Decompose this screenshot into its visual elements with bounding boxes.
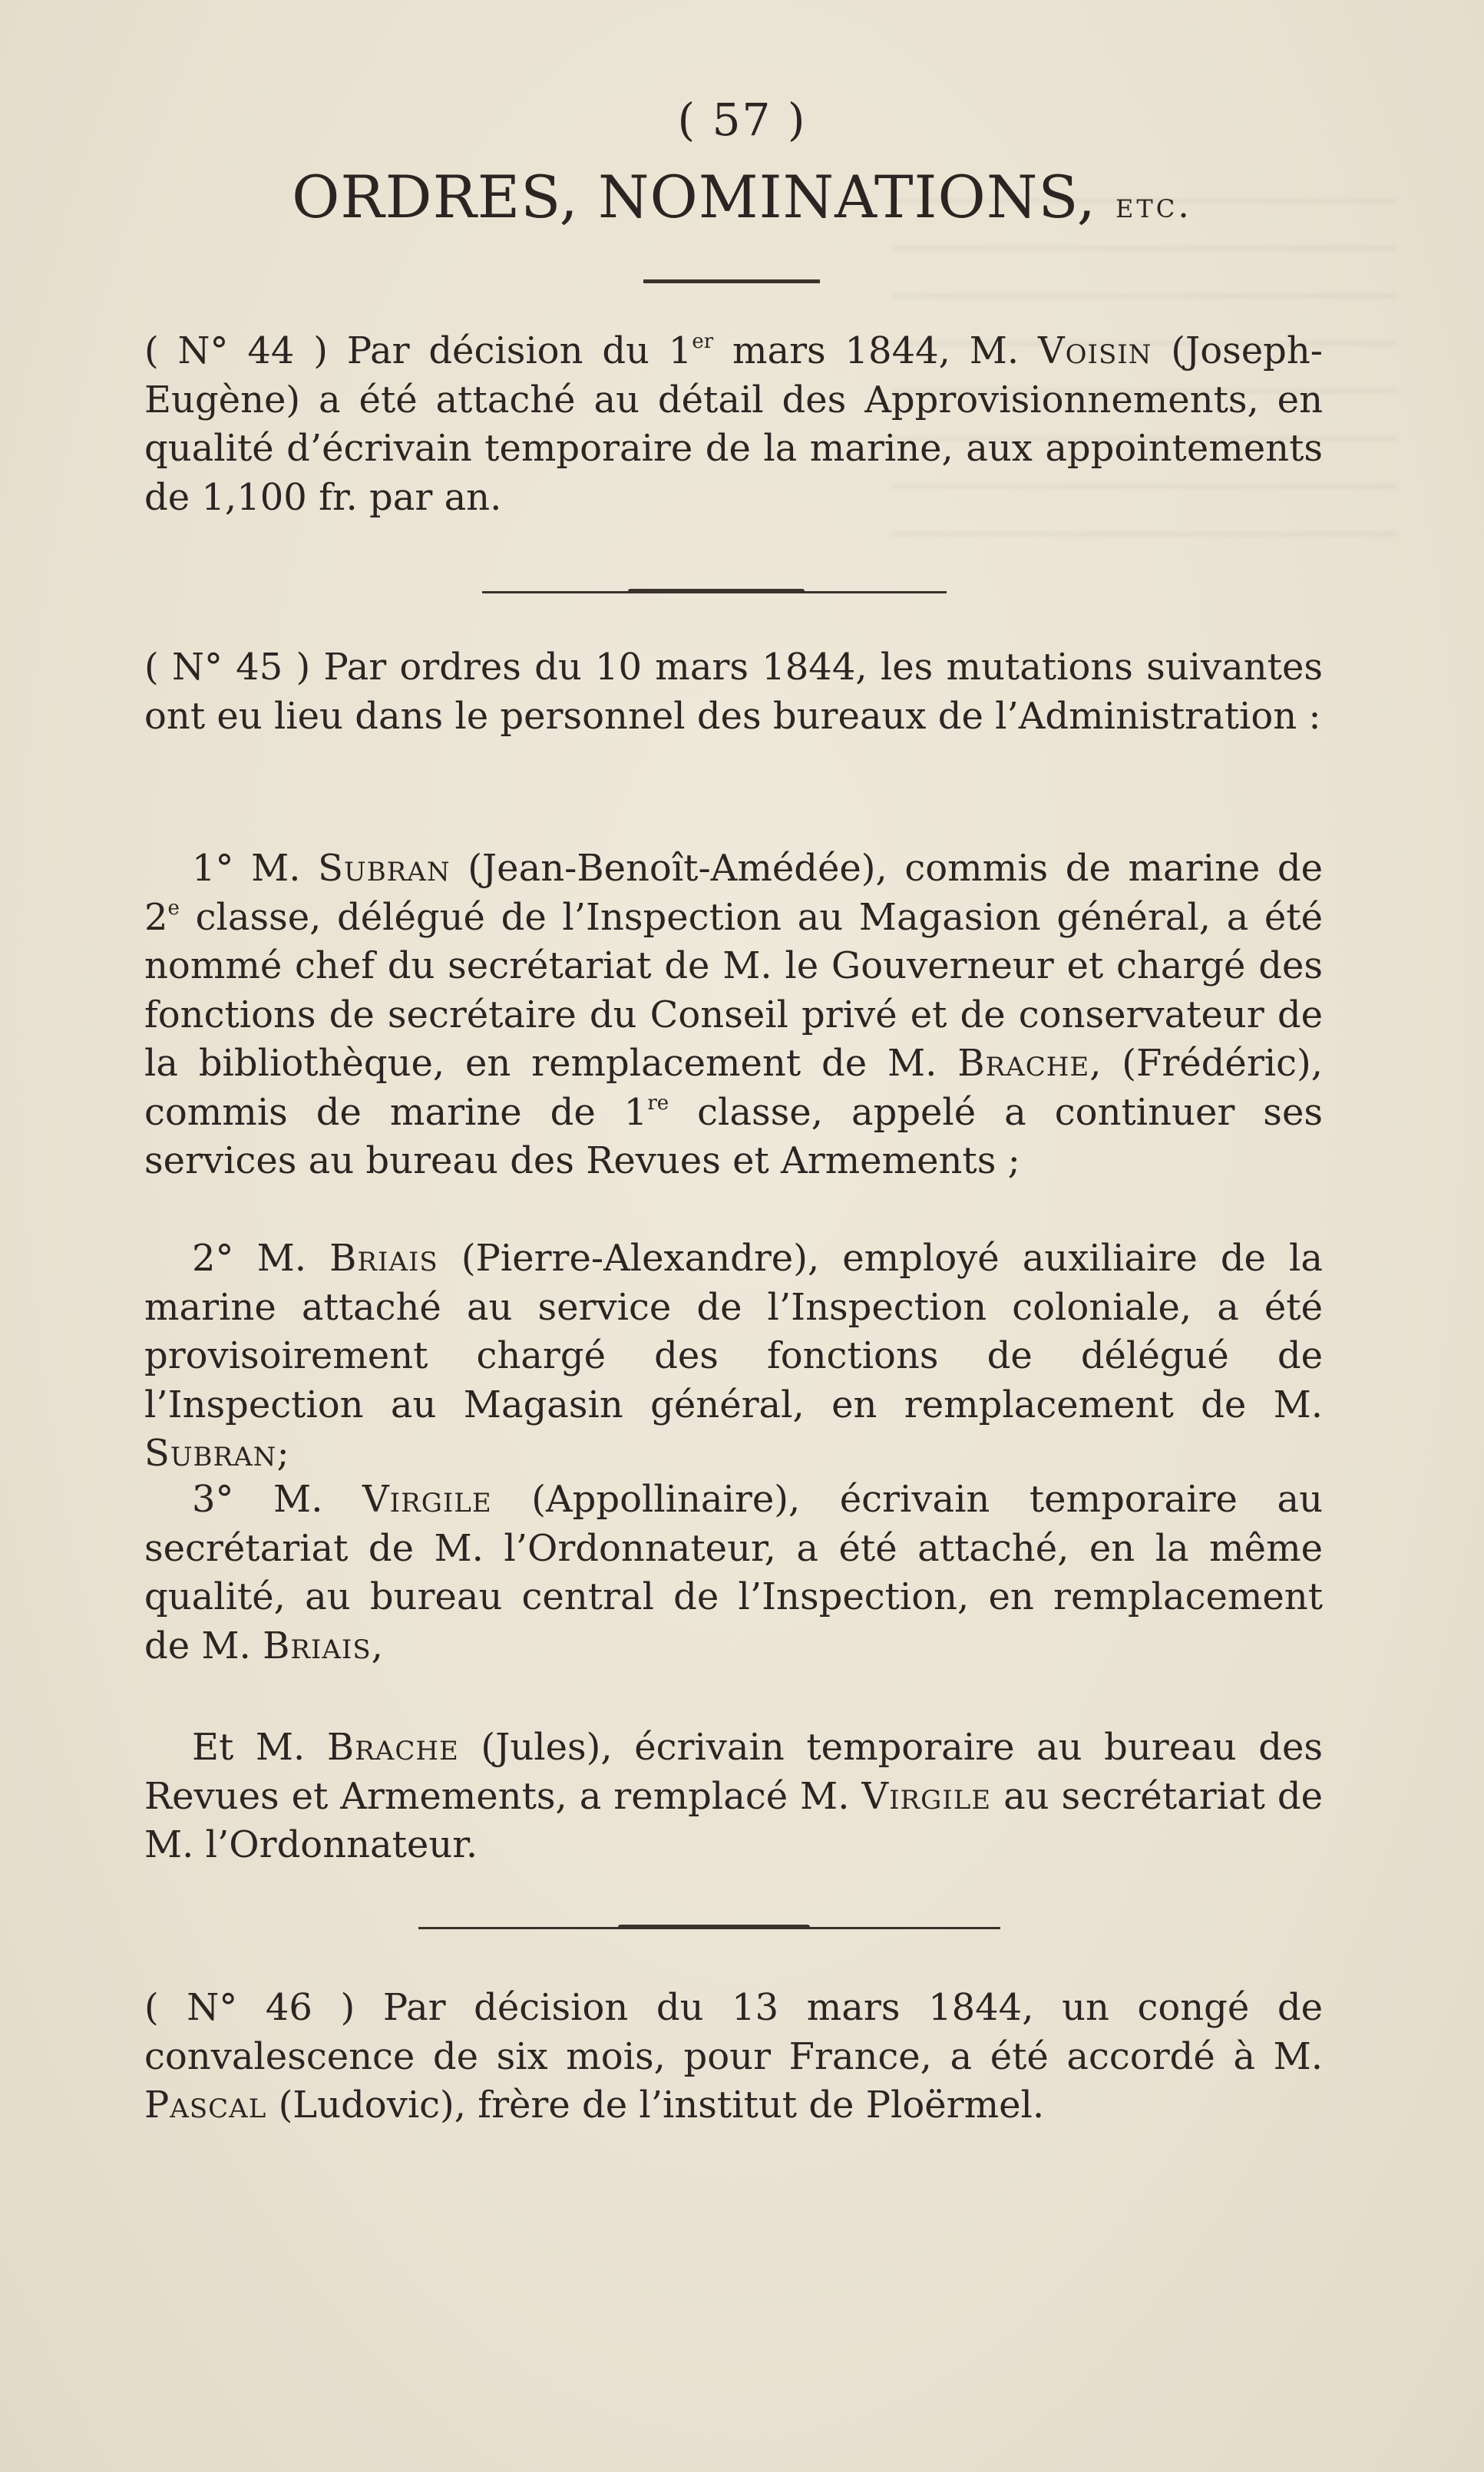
entry-46-name: Pascal [144,2084,267,2127]
item-1-text-c: classe, délégué de l’Inspection au Magasion général, a été nommé chef du secrétariat de M. le Gouverneur et chargé des fonctions de secrétaire du Conseil privé et de conservateur de la bibliothèque, en remplacement de M. [144,895,1323,1085]
item-3-name-2: Briais [263,1624,372,1667]
item-1-number: 1° M. [192,847,301,890]
item-3-text-b: (Appollinaire), écrivain temporaire au secrétariat de M. l’Ordonnateur, a été attaché, en la même qualité, au bureau central de l’Inspection, en remplacement de M. [144,1478,1324,1667]
item-2-number: 2° M. [192,1237,307,1280]
section-title [0,163,1484,231]
entry-45-item-1 [144,844,1323,1186]
item-3-number: 3° M. [192,1478,323,1521]
item-1-sup-2: re [647,1091,669,1115]
item-2-name: Briais [329,1237,438,1280]
item-4-text-b: (Jules), écrivain temporaire au bureau des Revues et Armements, a remplacé M. [144,1726,1323,1818]
entry-44-text-c: (Joseph-Eugène) a été attaché au détail des Approvisionnements, en qualité d’écrivain temporaire de la marine, aux appointements de 1,100 fr. par an. [144,329,1324,519]
item-1-text-b: (Jean-Benoît-Amédée), commis de marine de 2 [144,847,1323,939]
item-4-name-2: Virgile [861,1774,992,1818]
item-4-text-c: au secrétariat de M. l’Ordonnateur. [144,1774,1323,1866]
entry-46-text-a: Par décision du 13 mars 1844, un congé de convalescence de six mois, pour France, a été accordé à M. [144,1986,1324,2078]
entry-44-sup: er [692,330,714,353]
entry-45 [144,643,1323,741]
entry-44-label: ( N° 44 ) [144,329,328,372]
entry-46-label: ( N° 46 ) [144,1986,355,2029]
entry-45-item-4 [144,1723,1323,1870]
item-2-name-2: Subran [144,1432,277,1475]
item-1-name: Subran [318,847,451,890]
item-2-text-b: (Pierre-Alexandre), employé auxiliaire de la marine attaché au service de l’Inspection coloniale, a été provisoirement chargé des fonctions de délégué de l’Inspection au Magasin général, en remplacement de M. [144,1237,1324,1426]
entry-46-text-b: (Ludovic), frère de l’institut de Ploërmel. [278,2084,1045,2127]
entry-44-name: Voisin [1037,329,1152,372]
divider-1 [482,591,947,593]
item-1-name-2: Brache [957,1042,1090,1085]
item-1-text-e: classe, appelé a continuer ses services au bureau des Revues et Armements ; [144,1090,1323,1182]
item-4-name: Brache [326,1726,459,1769]
item-2-text-c: ; [276,1432,289,1475]
entry-46 [144,1984,1323,2130]
item-1-sup-1: e [167,896,180,920]
divider-2 [418,1927,1000,1929]
entry-45-label: ( N° 45 ) [144,646,311,689]
section-title-main: ORDRES, NOMINATIONS, [292,163,1096,231]
entry-45-item-2 [144,1234,1323,1479]
item-1-text-d: , (Frédéric), commis de marine de 1 [144,1042,1323,1134]
section-title-etc: etc. [1115,184,1192,226]
entry-45-text: Par ordres du 10 mars 1844, les mutations suivantes ont eu lieu dans le personnel des bureaux de l’Administration : [144,646,1323,738]
entry-44-text-a: Par décision du 1 [346,329,692,372]
item-3-name: Virgile [362,1478,492,1521]
entry-44 [144,327,1323,522]
page-number: ( 57 ) [677,94,807,146]
item-3-text-c: , [371,1624,383,1667]
entry-44-text-b: mars 1844, M. [732,329,1020,372]
title-rule [643,279,820,283]
entry-45-item-3 [144,1476,1323,1671]
item-4-prefix: Et M. [192,1726,306,1769]
